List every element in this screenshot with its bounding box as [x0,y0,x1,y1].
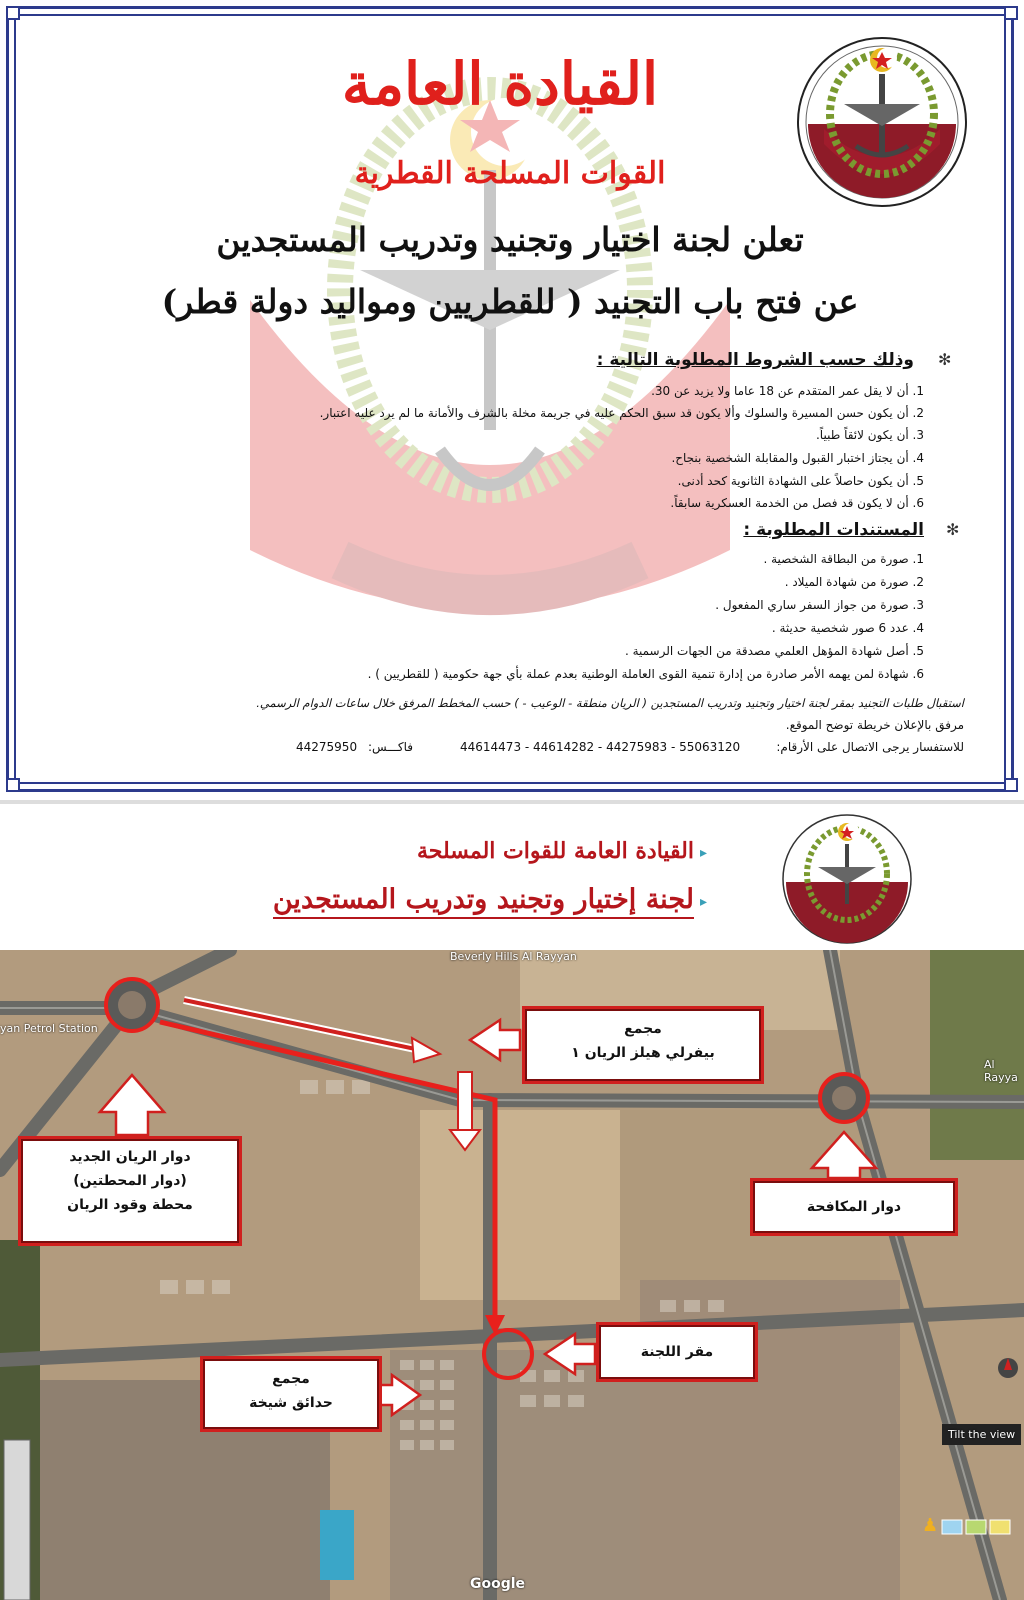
map-note: مرفق بالإعلان خريطة توضح الموقع. [785,718,964,732]
condition-item: 5. أن يكون حاصلاً على الشهادة الثانوية كحد أدنى. [677,474,924,488]
map-label-petrol: yan Petrol Station [0,1022,98,1035]
callout-rayyan-line3: محطة وقود الريان [67,1197,193,1213]
corner-ornament [6,778,20,792]
document-item: 4. عدد 6 صور شخصية حديثة . [771,621,924,635]
corner-ornament [6,6,20,20]
contact-numbers: 44614473 - 44614282 - 44275983 - 55063120 [460,740,741,754]
pegman-icon[interactable]: ♟ [922,1515,939,1536]
callout-rayyan-line1: دوار الريان الجديد [69,1149,191,1165]
satellite-map [0,950,1024,1600]
contact-label: للاستفسار يرجى الاتصال على الأرقام: [776,740,964,754]
map-label-rayyan: Al Rayya [984,1058,1018,1084]
location-map[interactable] [0,950,1024,1600]
callout-sheikha-title: مجمع [272,1371,310,1387]
reception-note: استقبال طلبات التجنيد بمقر لجنة اختيار وتجنيد وتدريب المستجدين ( الريان منطقة - الوعيب - ) حسب المخطط المرفق خلال ساعات الدوام الرسمي. [256,696,964,710]
bullet-star-icon: ✻ [938,350,952,369]
callout-beverly-hills [522,1006,764,1084]
document-item: 1. صورة من البطاقة الشخصية . [763,552,924,566]
conditions-heading: وذلك حسب الشروط المطلوبة التالية : [596,350,914,370]
condition-item: 4. أن يجتاز اختبار القبول والمقابلة الشخصية بنجاح. [671,451,924,465]
callout-rayyan-roundabout [18,1136,242,1246]
google-logo: Google [470,1576,526,1592]
callout-rayyan-line2: (دوار المحطتين) [73,1173,187,1189]
documents-heading: المستندات المطلوبة : [743,520,924,540]
fax-label: فاكـــس: [368,740,413,754]
corner-ornament [1004,778,1018,792]
callout-beverly-name: بيفرلي هيلز الريان ١ [571,1045,715,1061]
condition-item: 6. أن لا يكون قد فصل من الخدمة العسكرية سابقاً. [670,496,924,510]
fax-number: 44275950 [296,740,358,754]
corner-ornament [1004,6,1018,20]
armed-forces-seal [780,812,914,946]
document-item: 3. صورة من جواز السفر ساري المفعول . [715,598,924,612]
tilt-view-button[interactable]: Tilt the view [942,1424,1021,1445]
slide-header-line-1: القيادة العامة للقوات المسلحة [416,838,694,864]
callout-sheikha-name: حدائق شيخة [249,1395,333,1411]
subtitle: القوات المسلحة القطرية [354,156,666,191]
condition-item: 1. أن لا يقل عمر المتقدم عن 18 عاما ولا يزيد عن 30. [651,384,924,398]
callout-committee-hq: مقر اللجنة [596,1322,758,1382]
callout-sheikha-gardens [200,1356,382,1432]
callout-mukafaha-roundabout: دوار المكافحة [750,1178,958,1236]
triangle-bullet-icon: ▸ [700,845,708,861]
main-title: القيادة العامة [341,50,659,118]
triangle-bullet-icon: ▸ [700,894,708,910]
slide-header-line-2: لجنة إختيار وتجنيد وتدريب المستجدين [273,884,694,919]
bullet-star-icon: ✻ [946,520,960,539]
document-item: 5. أصل شهادة المؤهل العلمي مصدقة من الجهات الرسمية . [624,644,924,658]
armed-forces-seal [794,34,970,210]
document-item: 6. شهادة لمن يهمه الأمر صادرة من إدارة تنمية القوى العاملة الوطنية بعدم عملة بأي جهة حكومية ( للقطريين ) . [367,667,924,681]
announcement-line-1: تعلن لجنة اختيار وتجنيد وتدريب المستجدين [216,220,804,259]
document-item: 2. صورة من شهادة الميلاد . [784,575,924,589]
condition-item: 3. أن يكون لائقاً طبياً. [815,428,924,442]
callout-beverly-title: مجمع [624,1021,662,1037]
condition-item: 2. أن يكون حسن المسيرة والسلوك وألا يكون قد سبق الحكم عليه في جريمة مخلة بالشرف والأمانة ما لم يرد عليه اعتبار. [319,406,924,420]
map-label-beverly: Beverly Hills Al Rayyan [450,950,577,963]
announcement-line-2: عن فتح باب التجنيد ( للقطريين ومواليد دولة قطر) [161,282,859,321]
